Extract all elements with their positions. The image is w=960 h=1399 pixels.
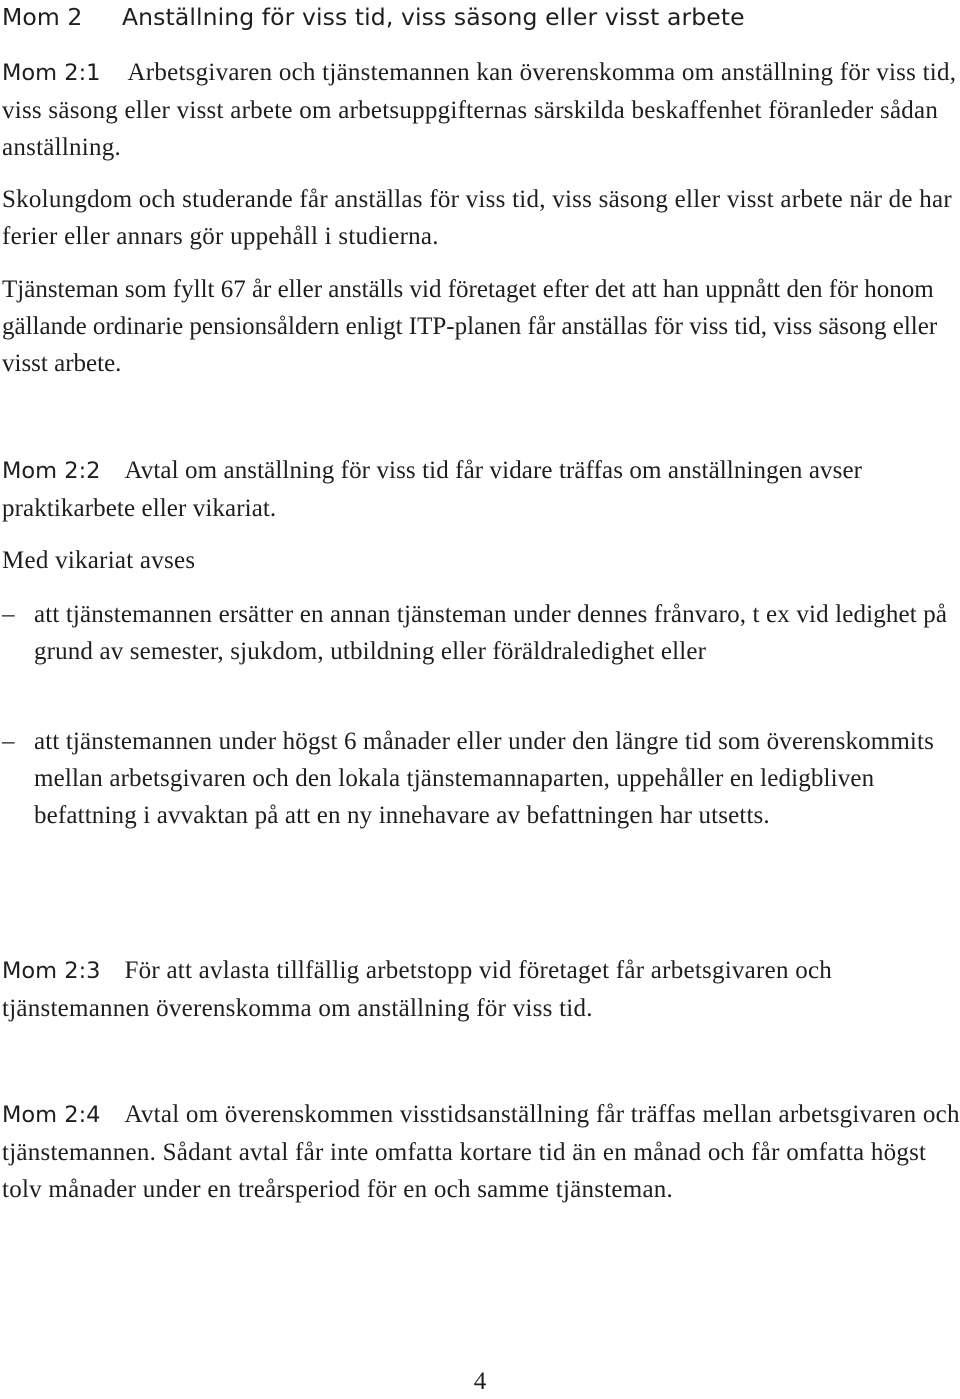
mom23-text-1: För att avlasta tillfällig arbetstopp vid företaget får arbetsgivaren och tjänstemannen överenskomma om anställning för viss tid.: [2, 957, 833, 1022]
mom21-text-1: Arbetsgivaren och tjänstemannen kan överenskomma om anställning för viss tid, viss säsong eller visst arbete om arbetsuppgifternas särskilda beskaffenhet föranleder sådan anställning.: [2, 59, 957, 161]
heading-title: Anställning för viss tid, viss säsong eller visst arbete: [122, 3, 745, 31]
heading-number: Mom 2: [2, 3, 83, 31]
mom22-paragraph-1: [2, 452, 960, 527]
list-dash: –: [2, 601, 15, 628]
mom21-paragraph-1: [2, 54, 960, 166]
mom23-paragraph-1: [2, 952, 960, 1027]
mom24-label: Mom 2:4: [2, 1102, 101, 1128]
list-item: [2, 723, 960, 834]
mom24-text-1: Avtal om överenskommen visstidsanställning får träffas mellan arbetsgivaren och tjänstemannen. Sådant avtal får inte omfatta kortare tid än en månad och får omfatta högst tolv månader under en treårsperiod för en och samme tjänsteman.: [2, 1101, 960, 1203]
section-heading: [2, 2, 745, 32]
mom22-paragraph-2: Med vikariat avses: [2, 547, 196, 574]
list-item: [2, 596, 960, 670]
list-item-text: att tjänstemannen ersätter en annan tjänsteman under dennes frånvaro, t ex vid ledighet på grund av semester, sjukdom, utbildning eller föräldraledighet eller: [34, 601, 948, 665]
page-number: 4: [473, 1368, 487, 1395]
list-item-text: att tjänstemannen under högst 6 månader eller under den längre tid som överenskommits mellan arbetsgivaren och den lokala tjänstemannaparten, uppehåller en ledigbliven befattning i avvaktan på att en ny innehavare av befattningen har utsetts.: [34, 728, 935, 829]
mom21-label: Mom 2:1: [2, 60, 101, 86]
mom22-text-1: Avtal om anställning för viss tid får vidare träffas om anställningen avser praktikarbete eller vikariat.: [2, 457, 863, 522]
mom22-label: Mom 2:2: [2, 458, 101, 484]
mom21-paragraph-2: Skolungdom och studerande får anställas för viss tid, viss säsong eller visst arbete när de har ferier eller annars gör uppehåll i studierna.: [2, 186, 952, 250]
mom23-label: Mom 2:3: [2, 958, 101, 984]
mom21-paragraph-3: Tjänsteman som fyllt 67 år eller anställs vid företaget efter det att han uppnått den för honom gällande ordinarie pensionsåldern enligt ITP-planen får anställas för viss tid, viss säsong eller visst arbete.: [2, 276, 938, 377]
list-dash: –: [2, 728, 15, 755]
mom24-paragraph-1: [2, 1096, 960, 1208]
